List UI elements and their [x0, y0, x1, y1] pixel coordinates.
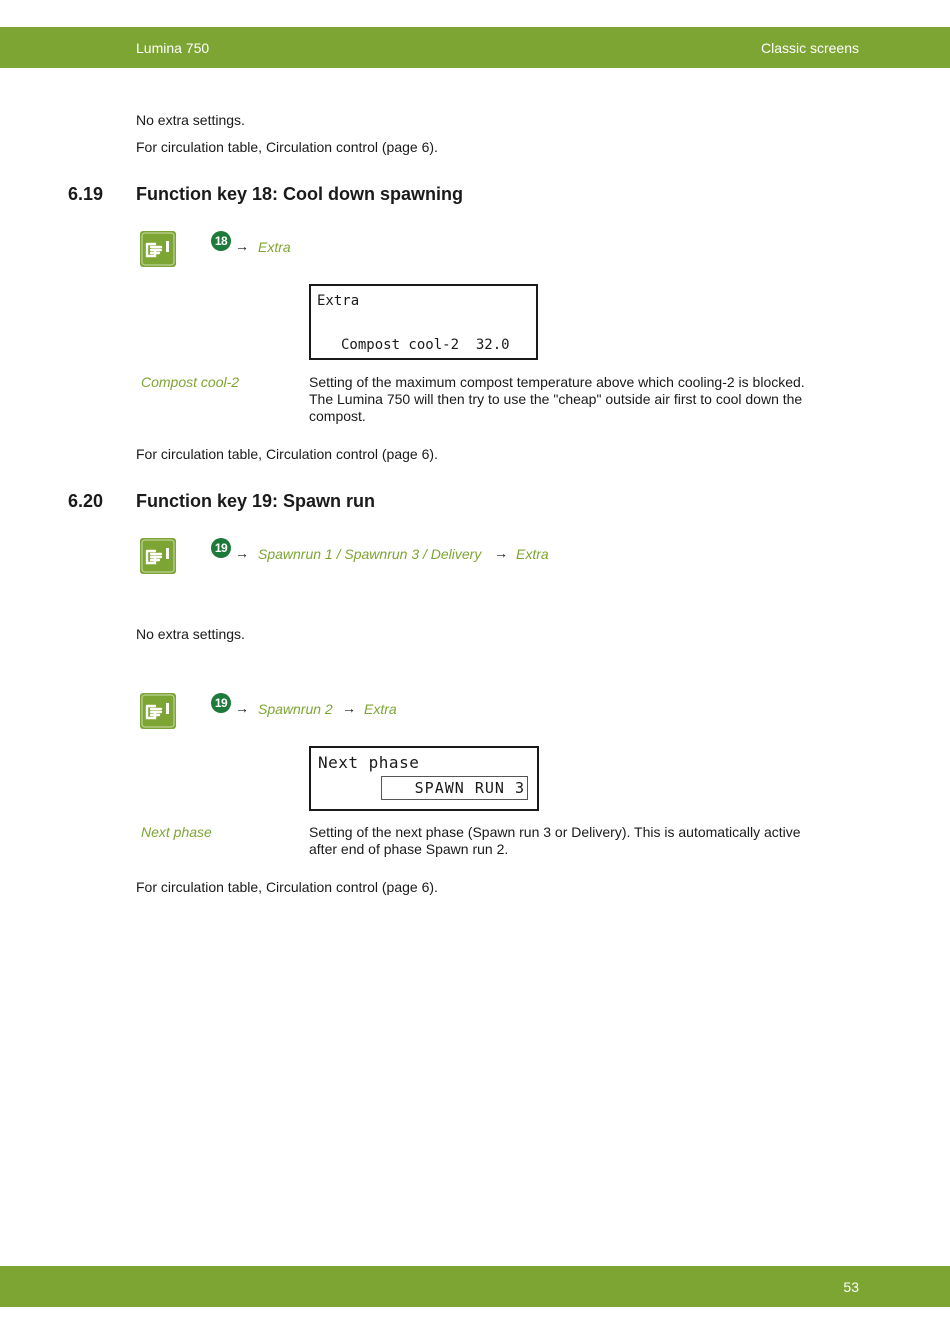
header-product: Lumina 750	[136, 40, 210, 56]
no-extra-settings: No extra settings.	[136, 626, 245, 642]
function-key-icon	[140, 538, 176, 574]
param-label-compost-cool-2: Compost cool-2	[141, 374, 240, 390]
arrow-icon: →	[494, 545, 508, 561]
param-desc-line-3: compost.	[309, 408, 366, 424]
nav-extra: Extra	[516, 546, 549, 562]
param-desc-line-2: after end of phase Spawn run 2.	[309, 841, 509, 857]
section-620-title: Function key 19: Spawn run	[136, 491, 376, 511]
intro-line-1: No extra settings.	[136, 112, 245, 128]
lcd-line-2: Compost cool-2 32.0	[341, 337, 510, 353]
arrow-icon: →	[235, 700, 249, 716]
key-19-badge: 19	[211, 693, 231, 713]
function-key-icon	[140, 231, 176, 267]
param-label-next-phase: Next phase	[141, 824, 212, 840]
arrow-icon: →	[235, 238, 249, 254]
lcd-screen-next-phase	[309, 746, 539, 811]
param-description	[309, 374, 829, 425]
nav-extra: Extra	[258, 239, 291, 255]
param-desc-line-2: The Lumina 750 will then try to use the "cheap" outside air first to cool down the	[309, 391, 803, 407]
nav-spawnrun-2: Spawnrun 2	[258, 701, 333, 717]
function-key-icon	[140, 693, 176, 729]
circulation-note-620: For circulation table, Circulation control (page 6).	[136, 879, 438, 895]
section-619-number: 6.19	[68, 184, 104, 204]
arrow-icon: →	[235, 545, 249, 561]
param-description	[309, 824, 829, 858]
intro-line-2: For circulation table, Circulation control (page 6).	[136, 139, 438, 155]
lcd-value-field	[381, 776, 528, 800]
lcd-line-1: Next phase	[318, 753, 420, 772]
nav-extra: Extra	[364, 701, 397, 717]
key-18-badge: 18	[211, 231, 231, 251]
header-chapter: Classic screens	[760, 40, 859, 56]
section-619-title: Function key 18: Cool down spawning	[136, 184, 464, 204]
circulation-note-619: For circulation table, Circulation control (page 6).	[136, 446, 438, 462]
param-desc-line-1: Setting of the maximum compost temperature above which cooling-2 is blocked.	[309, 374, 805, 390]
lcd-value: SPAWN RUN 3	[414, 779, 525, 797]
key-19-badge: 19	[211, 538, 231, 558]
nav-spawnrun-options: Spawnrun 1 / Spawnrun 3 / Delivery	[258, 546, 482, 562]
lcd-line-1: Extra	[317, 293, 360, 309]
arrow-icon: →	[342, 700, 356, 716]
footer-band	[0, 1266, 950, 1307]
page-number: 53	[843, 1279, 859, 1295]
section-620-number: 6.20	[68, 491, 104, 511]
header-band	[0, 27, 950, 68]
lcd-screen-extra	[309, 284, 538, 360]
param-desc-line-1: Setting of the next phase (Spawn run 3 or Delivery). This is automatically active	[309, 824, 801, 840]
